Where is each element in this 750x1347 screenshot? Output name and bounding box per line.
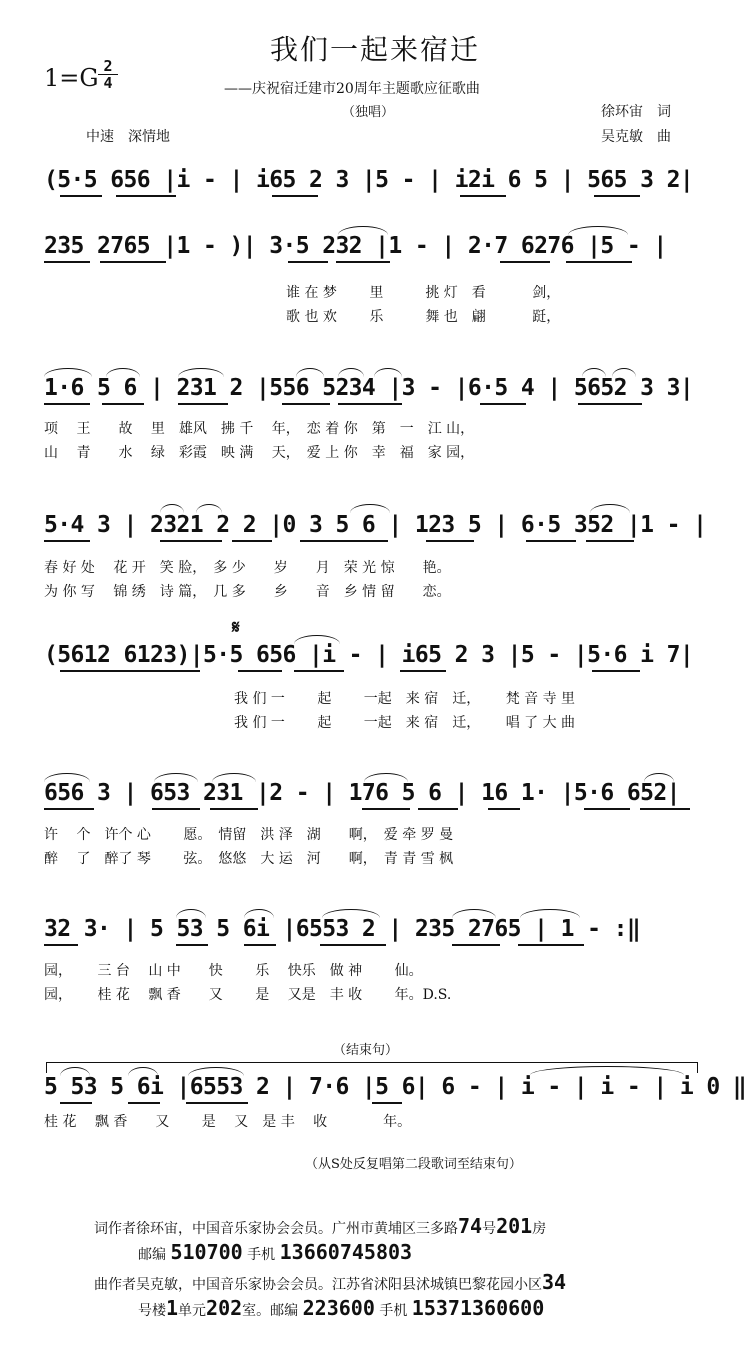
composer-unit-number: 1 [166, 1296, 179, 1320]
notes-system-4: 5·4 3 | 2321 2 2 |0 3 5 6 | 123 5 | 6·5 352 |1 - | [44, 512, 707, 538]
composer-postcode-label: 室。邮编 [242, 1303, 299, 1319]
lyricist-postcode: 510700 [170, 1240, 243, 1264]
notes-system-2: 235 2765 |1 - )| 3·5 232 |1 - | 2·7 6276 |5 - | [44, 233, 667, 259]
lyricist-room-number: 201 [496, 1214, 533, 1238]
lyricist-phone: 13660745803 [279, 1240, 413, 1264]
tempo-marking: 中速 深情地 [86, 129, 170, 145]
composer-contact-line [138, 1296, 544, 1320]
lyrics-system-6-verse-2: 醉 了 醉了 琴 弦。 悠悠 大 运 河 啊， 青 青 雪 枫 [44, 851, 454, 867]
composer-info-text: 曲作者吴克敏，中国音乐家协会会员。江苏省沭阳县沭城镇巴黎花园小区 [94, 1277, 542, 1293]
lyrics-system-6-verse-1: 许 个 许个 心 愿。 情留 洪 泽 湖 啊， 爱 牵 罗 曼 [44, 827, 454, 843]
lyricist-phone-label: 手机 [247, 1247, 276, 1263]
lyrics-system-5-verse-1: 我 们 一 起 一起 来 宿 迁， 梵 音 寺 里 [234, 691, 576, 707]
lyricist-postcode-label: 邮编 [138, 1247, 166, 1263]
composer-unit-label: 单元 [178, 1303, 207, 1319]
key-signature: 1=G [44, 64, 99, 92]
lyrics-system-3-verse-1: 项 王 故 里 雄风 拂 千 年， 恋 着 你 第 一 江 山， [44, 421, 475, 437]
lyrics-system-4-verse-2: 为 你 写 锦 绣 诗 篇， 几 多 乡 音 乡 情 留 恋。 [44, 584, 451, 600]
lyrics-system-7-verse-1: 园， 三 台 山 中 快 乐 快乐 做 神 仙。 [44, 963, 423, 979]
meter-bottom: 4 [103, 74, 113, 92]
composer-info-line [94, 1270, 566, 1294]
composer-room-number: 202 [206, 1296, 243, 1320]
notes-system-3: 1·6 5 6 | 231 2 |556 5234 |3 - |6·5 4 | 5652 3 3| [44, 375, 694, 401]
notes-system-5: (5612 6123)|5·5 656 |i - | i65 2 3 |5 - |5·6 i 7| [44, 642, 694, 668]
lyrics-system-7-verse-2: 园， 桂 花 飘 香 又 是 又是 丰 收 年。D.S. [44, 987, 452, 1003]
lyricist-info-hao: 号 [482, 1221, 497, 1237]
repeat-instruction: （从S处反复唱第二段歌词至结束句） [305, 1157, 522, 1172]
composer-phone: 15371360600 [411, 1296, 545, 1320]
lyrics-system-3-verse-2: 山 青 水 绿 彩霞 映 满 天， 爱 上 你 幸 福 家 园， [44, 445, 475, 461]
meter-top: 2 [98, 58, 118, 75]
lyrics-system-5-verse-2: 我 们 一 起 一起 来 宿 迁， 唱 了 大 曲 [234, 715, 576, 731]
performance-type: （独唱） [342, 105, 395, 120]
song-subtitle: ——庆祝宿迁建市20周年主题歌应征歌曲 [224, 81, 480, 97]
ending-label: （结束句） [333, 1043, 399, 1058]
lyrics-system-4-verse-1: 春 好 处 花 开 笑 脸， 多 少 岁 月 荣 光 惊 艳。 [44, 560, 451, 576]
composer-credit: 吴克敏 曲 [601, 129, 671, 145]
notes-ending: 5 53 5 6i |6553 2 | 7·6 |5 6| 6 - | i - | i - | i 0 ‖ [44, 1074, 747, 1100]
lyricist-road-number: 74 [458, 1214, 483, 1238]
lyrics-system-2-verse-2: 歌 也 欢 乐 舞 也 翩 跹， [286, 309, 561, 325]
lyricist-info-line [94, 1214, 546, 1238]
lyrics-system-2-verse-1: 谁 在 梦 里 挑 灯 看 剑， [286, 285, 561, 301]
lyricist-info-fang: 房 [532, 1221, 547, 1237]
composer-postcode: 223600 [302, 1296, 375, 1320]
composer-phone-label: 手机 [379, 1303, 408, 1319]
notes-system-6: 656 3 | 653 231 |2 - | 176 5 6 | 16 1· |5·6 652| [44, 780, 680, 806]
lyricist-credit: 徐环宙 词 [601, 104, 671, 120]
song-title: 我们一起来宿迁 [269, 33, 480, 66]
lyrics-ending: 桂 花 飘 香 又 是 又 是 丰 收 年。 [44, 1114, 412, 1130]
composer-building-label: 号楼 [138, 1303, 166, 1319]
notes-system-7: 32 3· | 5 53 5 6i |6553 2 | 235 2765 | 1 - :‖ [44, 916, 641, 942]
lyricist-contact-line [138, 1240, 412, 1264]
segno-sign: 𝄋 [232, 617, 240, 638]
composer-building-number: 34 [542, 1270, 567, 1294]
notes-system-1: (5·5 656 |i - | i65 2 3 |5 - | i2i 6 5 | 565 3 2| [44, 167, 694, 193]
lyricist-info-text: 词作者徐环宙，中国音乐家协会会员。广州市黄埔区三多路 [94, 1221, 458, 1237]
time-signature [98, 58, 118, 91]
